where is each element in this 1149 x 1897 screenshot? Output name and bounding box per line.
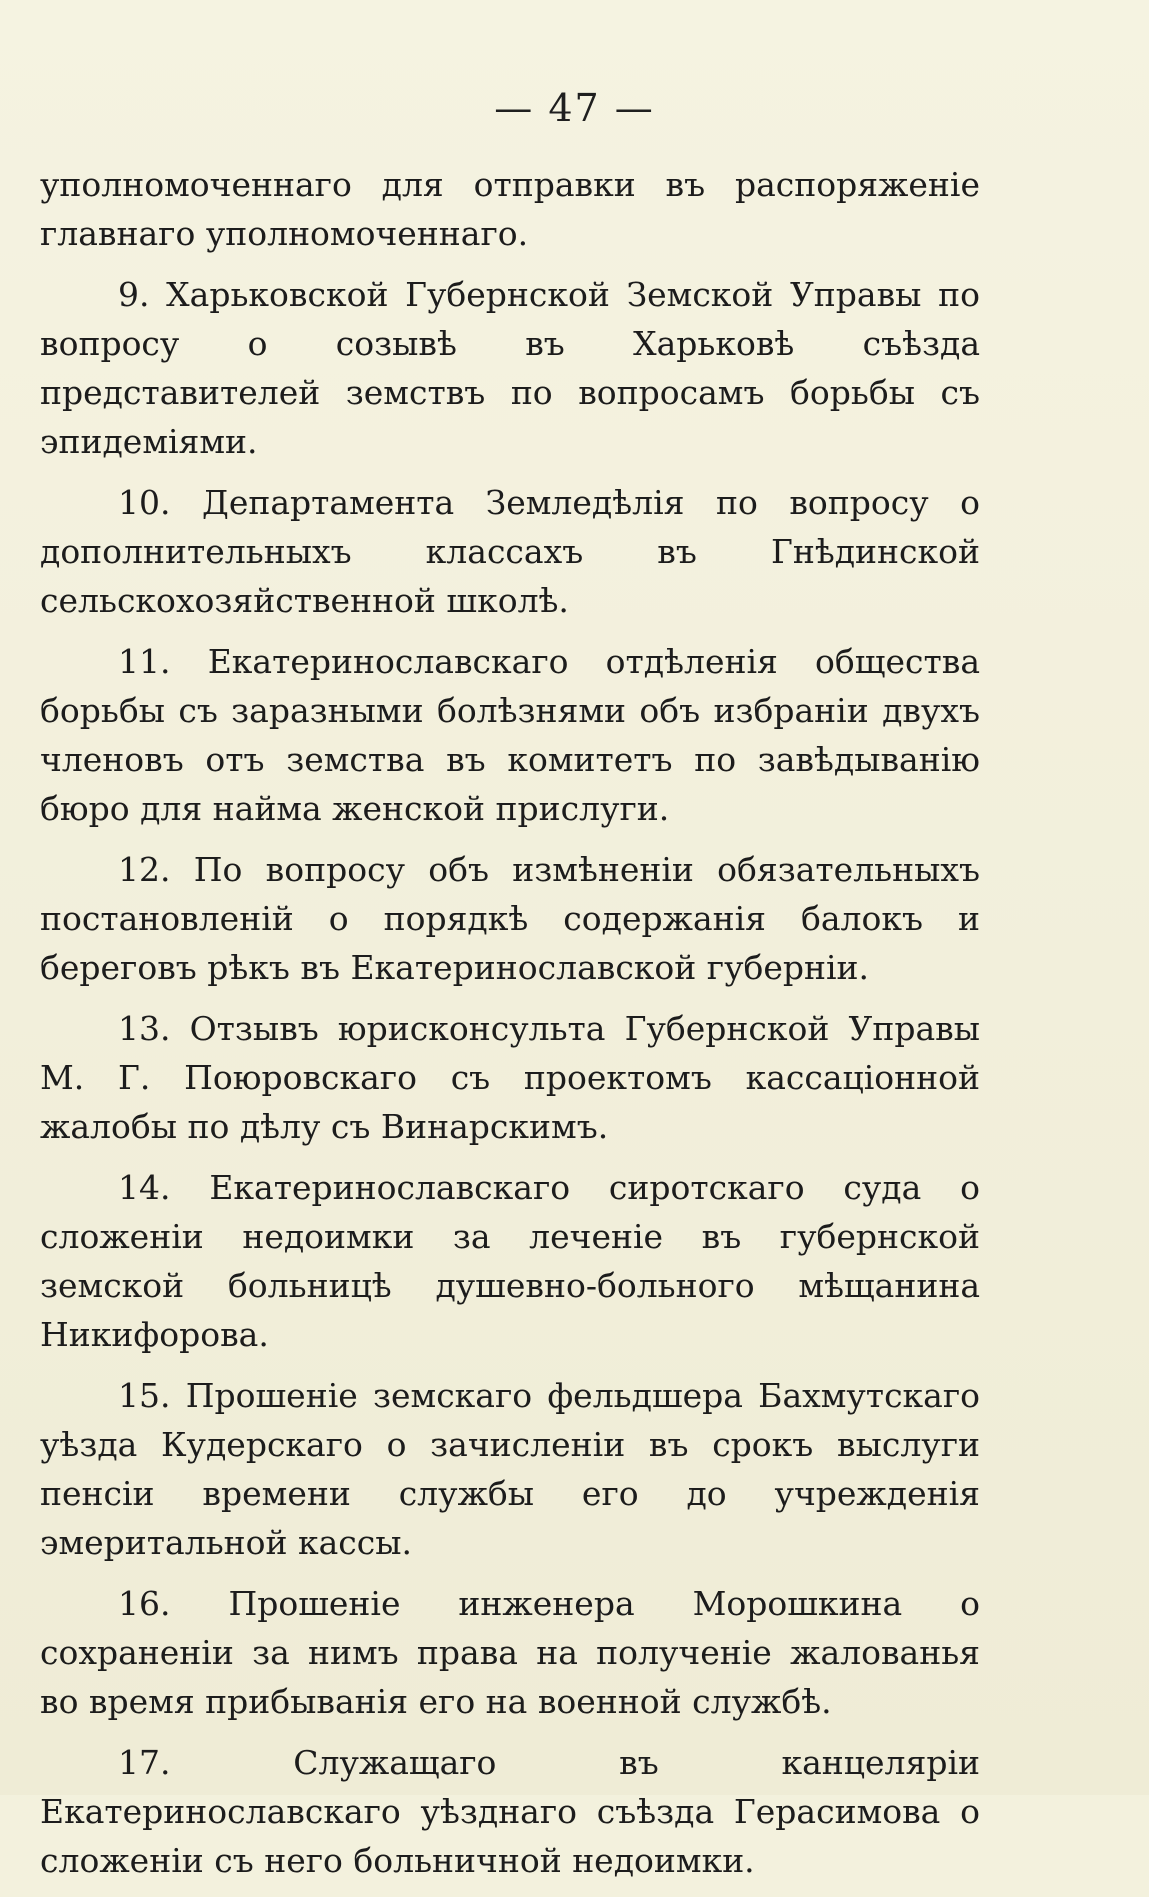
paragraph-item-13 [40, 1004, 980, 1151]
paragraph-item-17 [40, 1738, 980, 1885]
paragraph-text: Департамента Земледѣлія по вопросу о дополнительныхъ классахъ въ Гнѣдинской сельскохозяйственной школѣ. [40, 483, 981, 620]
paragraph-item-9 [40, 270, 980, 466]
paragraph-text: Служащаго въ канцеляріи Екатеринославскаго уѣзднаго съѣзда Герасимова о сложеніи съ него больничной недоимки. [40, 1743, 980, 1880]
paragraph-text: По вопросу объ измѣненіи обязательныхъ постановленій о порядкѣ содержанія балокъ и береговъ рѣкъ въ Екатеринославской губерніи. [40, 850, 980, 987]
paragraph-text: Харьковской Губернской Земской Управы по вопросу о созывѣ въ Харьковѣ съѣзда представителей земствъ по вопросамъ борьбы съ эпидеміями. [40, 275, 980, 461]
paragraph-text: Отзывъ юрисконсульта Губернской Управы М. Г. Поюровскаго съ проектомъ кассаціонной жалобы по дѣлу съ Винарскимъ. [40, 1009, 980, 1146]
paragraph-item-10 [40, 478, 980, 625]
paragraph-item-16 [40, 1579, 980, 1726]
item-number: 14. [118, 1168, 171, 1207]
item-number: 9. [118, 275, 150, 314]
item-number: 11. [118, 642, 171, 681]
item-number: 15. [118, 1376, 171, 1415]
paragraph-text: Прошеніе инженера Морошкина о сохраненіи за нимъ права на полученіе жалованья во время прибыванія его на военной службѣ. [40, 1584, 980, 1721]
page-number: — 47 — [494, 86, 655, 130]
item-number: 12. [118, 850, 171, 889]
item-number: 13. [118, 1009, 171, 1048]
paragraph-item-15 [40, 1371, 980, 1567]
paragraph-continuation [40, 160, 980, 258]
paragraph-item-11 [40, 637, 980, 833]
item-number: 16. [118, 1584, 171, 1623]
paragraph-text: уполномоченнаго для отправки въ распоряженіе главнаго уполномоченнаго. [40, 165, 980, 253]
paragraph-text: Прошеніе земскаго фельдшера Бахмутскаго уѣзда Кудерскаго о зачисленіи въ срокъ выслуги пенсіи времени службы его до учрежденія эмеритальной кассы. [40, 1376, 981, 1562]
paragraph-text: Екатеринославскаго сиротскаго суда о сложеніи недоимки за леченіе въ губернской земской больницѣ душевно-больного мѣщанина Никифорова. [40, 1168, 980, 1354]
document-body [40, 160, 980, 1897]
paragraph-item-12 [40, 845, 980, 992]
paragraph-item-14 [40, 1163, 980, 1359]
paragraph-text: Екатеринославскаго отдѣленія общества борьбы съ заразными болѣзнями объ избраніи двухъ членовъ отъ земства въ комитетъ по завѣдыванію бюро для найма женской прислуги. [40, 642, 980, 828]
item-number: 17. [118, 1743, 171, 1782]
item-number: 10. [118, 483, 171, 522]
